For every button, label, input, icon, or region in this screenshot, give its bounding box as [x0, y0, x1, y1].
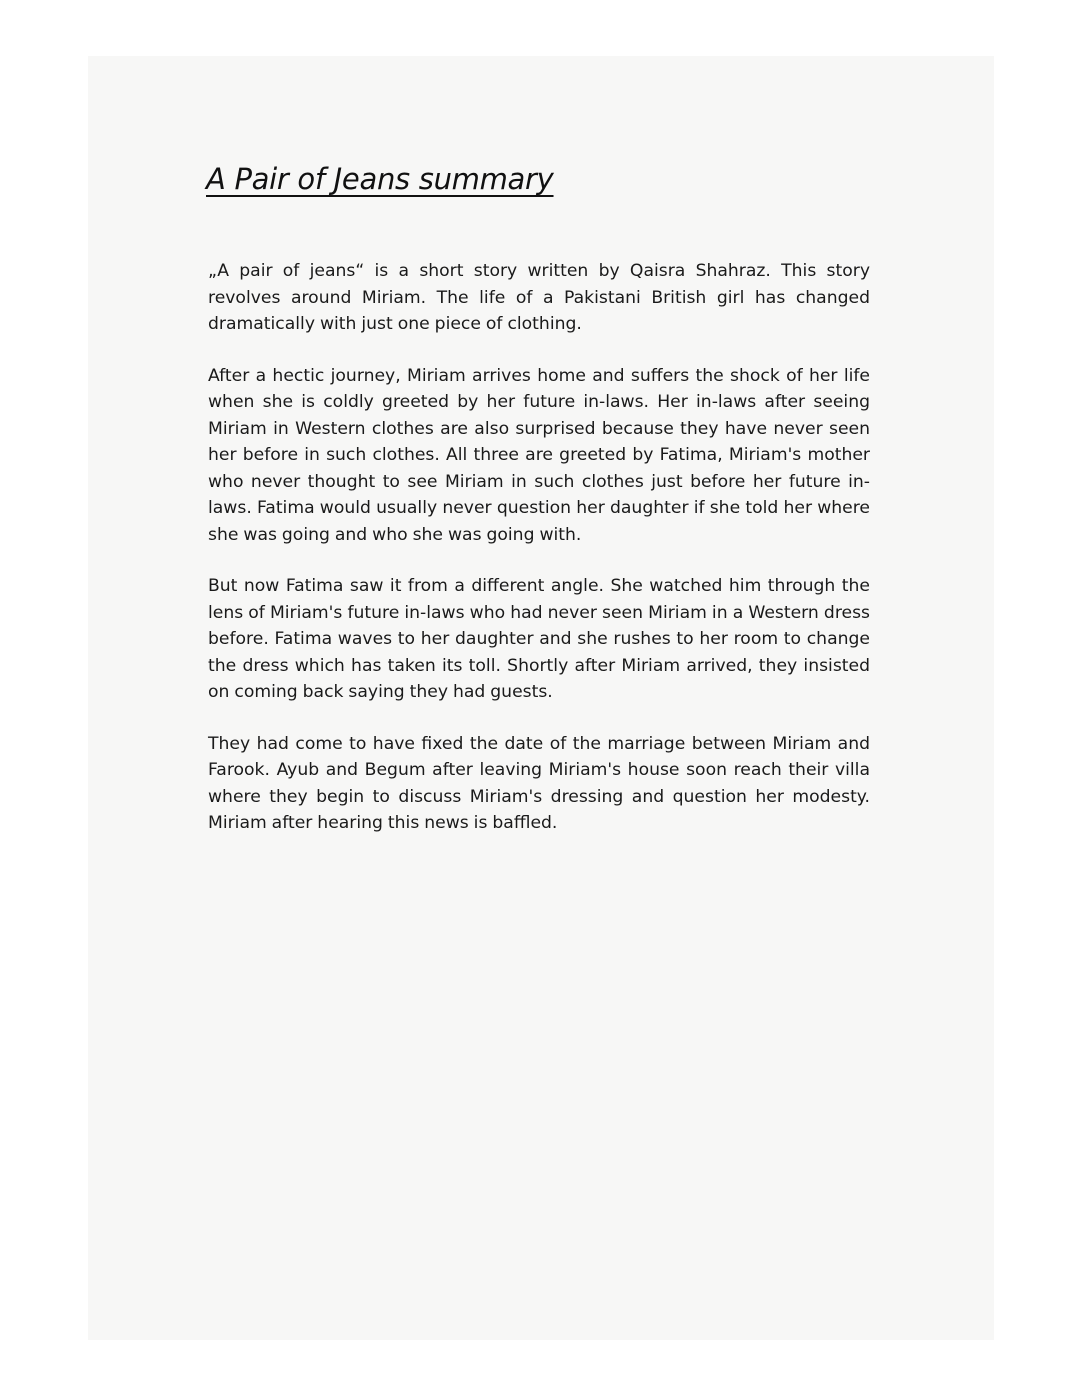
page-title: A Pair of Jeans summary: [206, 162, 554, 196]
paragraph-arrival: After a hectic journey, Miriam arrives home and suffers the shock of her life when she is coldly greeted by her future in-laws. Her in-laws after seeing Miriam in Western clothes are also surprised because they have never seen her before in such clothes. All three are greeted by Fatima, Miriam's mother who never thought to see Miriam in such clothes just before her future in-laws. Fatima would usually never question her daughter if she told her where she was going and who she was going with.: [208, 365, 870, 545]
paragraph-marriage: They had come to have fixed the date of the marriage between Miriam and Farook. Ayub and Begum after leaving Miriam's house soon reach their villa where they begin to discuss Miriam's dressing and question her modesty. Miriam after hearing this news is baffled.: [208, 733, 870, 833]
summary-body: [208, 258, 870, 862]
paragraph-fatima: But now Fatima saw it from a different angle. She watched him through the lens of Miriam's future in-laws who had never seen Miriam in a Western dress before. Fatima waves to her daughter and she rushes to her room to change the dress which has taken its toll. Shortly after Miriam arrived, they insisted on coming back saying they had guests.: [208, 576, 870, 702]
paragraph-intro: „A pair of jeans“ is a short story written by Qaisra Shahraz. This story revolves around Miriam. The life of a Pakistani British girl has changed dramatically with just one piece of clothing.: [208, 261, 870, 334]
